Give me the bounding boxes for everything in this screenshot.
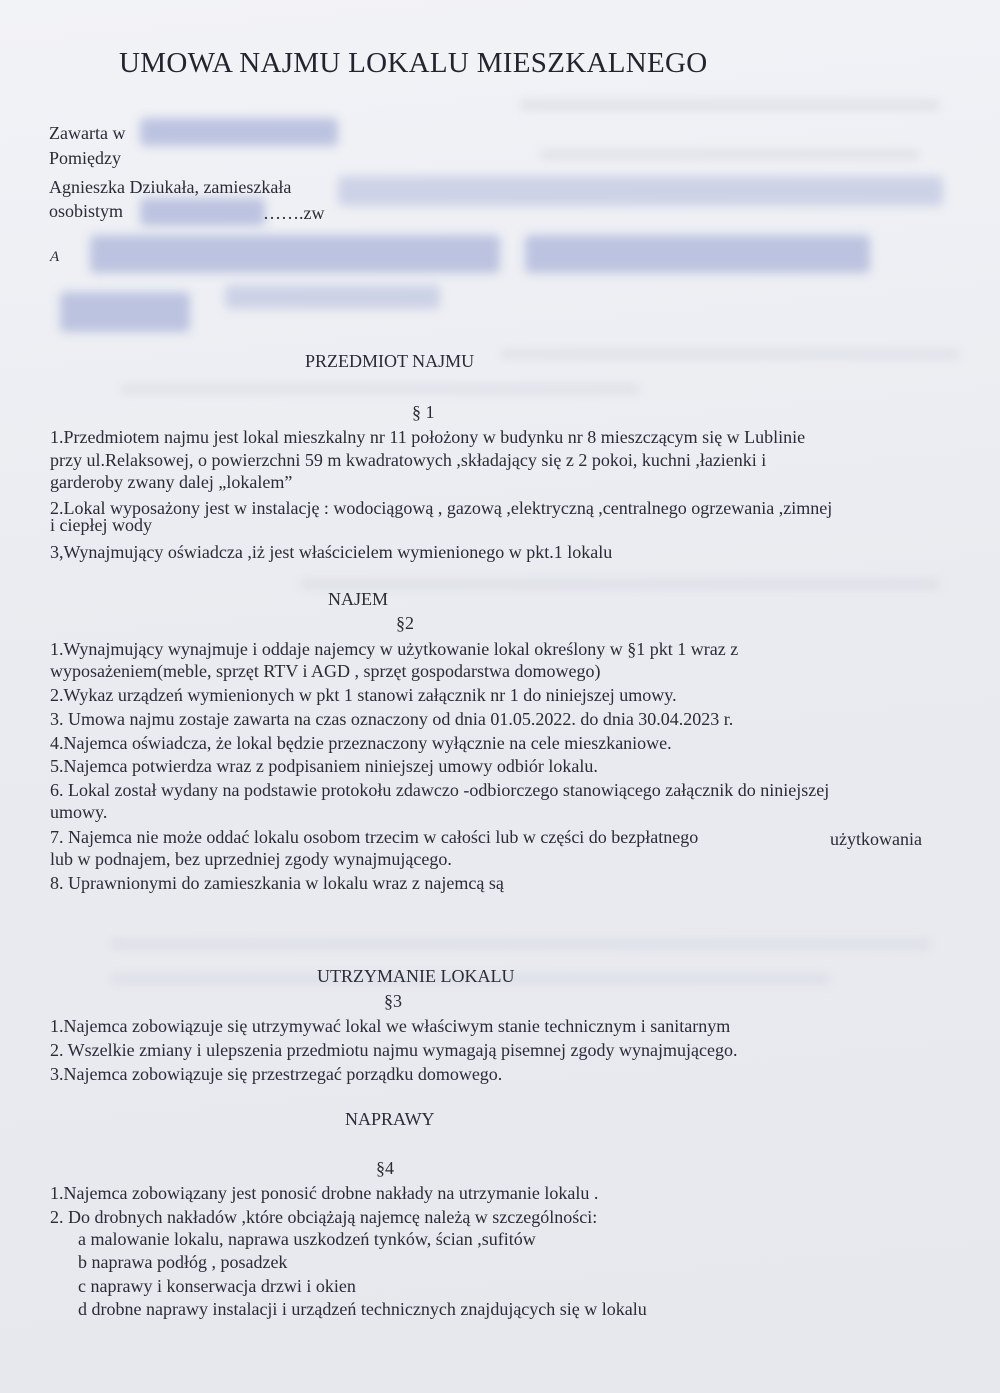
par1-line-2: przy ul.Relaksowej, o powierzchni 59 m kwadratowych ,składający się z 2 pokoi, kuchni ,łazienki i [50,450,767,470]
show-through-5 [300,580,940,588]
intro-mark: A [50,249,60,265]
par2-line-2: wyposażeniem(meble, sprzęt RTV i AGD , sprzęt gospodarstwa domowego) [50,661,601,681]
par4-item-c: c naprawy i konserwacja drzwi i okien [78,1276,356,1296]
par1-line-3: garderoby zwany dalej „lokalem” [50,472,293,492]
intro-pomiedzy: Pomiędzy [49,148,121,168]
par2-line-8: umowy. [50,802,108,822]
par2-line-3: 2.Wykaz urządzeń wymienionych w pkt 1 stanowi załącznik nr 1 do niniejszej umowy. [50,685,677,705]
symbol-par-3: §3 [384,991,402,1011]
par2-line-10: lub w podnajem, bez uprzedniej zgody wynajmującego. [50,849,452,869]
redaction-address [338,176,943,206]
show-through-2 [540,150,920,159]
par2-line-9: 7. Najemca nie może oddać lokalu osobom trzecim w całości lub w części do bezpłatnego [50,827,699,847]
symbol-par-1: § 1 [412,402,435,422]
show-through-4 [120,385,640,393]
par1-line-4: 2.Lokal wyposażony jest w instalację : wodociągową , gazową ,elektryczną ,centralnego ogrzewania ,zimnej [50,498,833,518]
par2-line-11: 8. Uprawnionymi do zamieszkania w lokalu wraz z najemcą są [50,873,504,893]
symbol-par-4: §4 [376,1158,394,1178]
par4-line-2: 2. Do drobnych nakładów ,które obciążają najemcę należą w szczególności: [50,1207,598,1227]
par1-line-5: i ciepłej wody [50,515,152,535]
par3-line-2: 2. Wszelkie zmiany i ulepszenia przedmiotu najmu wymagają pisemnej zgody wynajmującego. [50,1040,738,1060]
redaction-block-3 [60,292,190,332]
heading-naprawy: NAPRAWY [345,1109,435,1129]
par2-line-5: 4.Najemca oświadcza, że lokal będzie przeznaczony wyłącznie na cele mieszkaniowe. [50,733,672,753]
document-title: UMOWA NAJMU LOKALU MIESZKALNEGO [119,47,708,79]
par3-line-1: 1.Najemca zobowiązuje się utrzymywać lokal we właściwym stanie technicznym i sanitarnym [50,1016,731,1036]
par1-line-1: 1.Przedmiotem najmu jest lokal mieszkalny nr 11 położony w budynku nr 8 mieszczącym się w Lublinie [50,427,806,447]
par4-item-a: a malowanie lokalu, naprawa uszkodzeń tynków, ścian ,sufitów [78,1229,536,1249]
par2-extra-word: użytkowania [830,829,922,849]
par2-line-4: 3. Umowa najmu zostaje zawarta na czas oznaczony od dnia 01.05.2022. do dnia 30.04.2023 r. [50,709,734,729]
par3-line-3: 3.Najemca zobowiązuje się przestrzegać porządku domowego. [50,1064,503,1084]
par2-line-7: 6. Lokal został wydany na podstawie protokołu zdawczo -odbiorczego stanowiącego załącznik do niniejszej [50,780,830,800]
par2-line-6: 5.Najemca potwierdza wraz z podpisaniem niniejszej umowy odbiór lokalu. [50,756,598,776]
redaction-location [140,118,338,146]
par1-line-6: 3,Wynajmujący oświadcza ,iż jest właścicielem wymienionego w pkt.1 lokalu [50,542,613,562]
par2-line-1: 1.Wynajmujący wynajmuje i oddaje najemcy w użytkowanie lokal określony w §1 pkt 1 wraz z [50,639,739,659]
redaction-id [140,198,265,226]
intro-zawarta: Zawarta w [49,123,126,143]
intro-dots: …….zw [263,203,325,223]
show-through-6 [110,940,930,948]
redaction-block-1 [90,235,500,273]
par4-item-d: d drobne naprawy instalacji i urządzeń technicznych znajdujących się w lokalu [78,1299,647,1319]
show-through-3 [500,350,960,358]
show-through-1 [520,100,940,110]
par4-line-1: 1.Najemca zobowiązany jest ponosić drobne nakłady na utrzymanie lokalu . [50,1183,599,1203]
intro-osobistym: osobistym [49,201,124,221]
par4-item-b: b naprawa podłóg , posadzek [78,1252,288,1272]
redaction-block-4 [225,285,440,309]
intro-party: Agnieszka Dziukała, zamieszkała [49,177,292,197]
redaction-block-2 [525,235,870,273]
heading-najem: NAJEM [328,589,389,609]
heading-przedmiot-najmu: PRZEDMIOT NAJMU [305,351,475,371]
heading-utrzymanie-lokalu: UTRZYMANIE LOKALU [317,966,515,986]
symbol-par-2: §2 [396,613,414,633]
